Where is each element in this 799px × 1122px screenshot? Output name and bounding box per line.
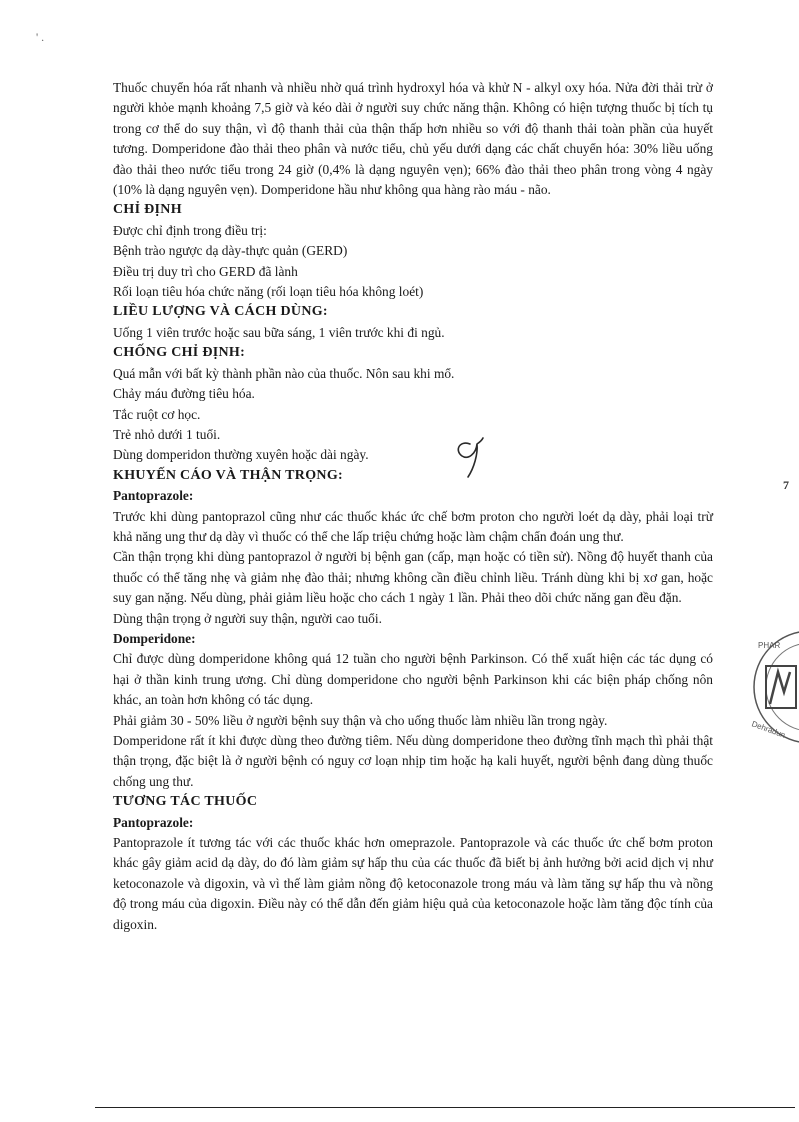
indications-intro: Được chỉ định trong điều trị: [113,222,267,238]
warnings-pantoprazole-paragraph: Cần thận trọng khi dùng pantoprazol ở người bị bệnh gan (cấp, mạn hoặc có tiền sử). Nồng độ huyết thanh của thuốc có thể tăng nhẹ và giảm nhẹ đào thải; nhưng không cần điều chỉnh liều. Tránh dùng khi bị xơ gan, hoặc suy gan nặng. Nếu dùng, phải giảm liều hoặc cho cách 1 ngày 1 lần. Phải theo dõi chức năng gan đều đặn. [113,549,713,606]
indications-heading: CHỈ ĐỊNH [113,202,182,218]
stamp-bottom-text: Dehradun [750,719,787,740]
footer-rule [95,1107,795,1108]
dosage-text: Uống 1 viên trước hoặc sau bữa sáng, 1 viên trước khi đi ngủ. [113,324,445,340]
warnings-domperidone-paragraph: Domperidone rất ít khi được dùng theo đường tiêm. Nếu dùng domperidone theo đường tĩnh mạch thì phải thật thận trọng, đặc biệt là ở người bệnh có nguy cơ loạn nhịp tim hoặc hạ kali huyết, người bệnh đang dùng thuốc chống ung thư. [113,733,713,789]
contraindication-item: Trẻ nhỏ dưới 1 tuổi. [113,426,221,442]
interactions-paragraph: Pantoprazole ít tương tác với các thuốc khác hơn omeprazole. Pantoprazole và các thuốc ức chế bơm proton khác gây giảm acid dạ dày, do đó làm giảm sự hấp thu của các thuốc đã biết bị ảnh hưởng bởi acid dịch vị như ketoconazole và digoxin, và vì thế làm giảm nồng độ ketoconazole trong máu và làm tăng sự hấp thu và nồng độ trong máu của digoxin. Điều này có thể dẫn đến giảm hiệu quả của ketoconazole hoặc làm tăng độc tính của digoxin. [113,835,713,932]
interactions-pantoprazole-subheading: Pantoprazole: [113,814,194,830]
contraindication-item: Quá mẫn với bất kỳ thành phần nào của thuốc. Nôn sau khi mổ. [113,365,455,381]
interactions-heading: TƯƠNG TÁC THUỐC [113,794,258,810]
contraindications-heading: CHỐNG CHỈ ĐỊNH: [113,345,246,361]
pharmacokinetics-paragraph: Thuốc chuyển hóa rất nhanh và nhiều nhờ quá trình hydroxyl hóa và khử N - alkyl oxy hóa. Nửa đời thải trừ ở người khỏe mạnh khoảng 7,5 giờ và kéo dài ở người suy chức năng thận. Không có hiện tượng thuốc bị tích tụ trong cơ thể do suy thận, vì độ thanh thải của thận thấp hơn nhiều so với độ thanh thải toàn phần của huyết tương. Domperidone đào thải theo phân và nước tiểu, chủ yếu dưới dạng các chất chuyển hóa: 30% liều uống đào thải theo nước tiểu trong 24 giờ (0,4% là dạng nguyên vẹn); 66% đào thải theo phân trong vòng 4 ngày (10% là dạng nguyên vẹn). Domperidone hầu như không qua hàng rào máu - não. [113,80,713,198]
warnings-heading: KHUYẾN CÁO VÀ THẬN TRỌNG: [113,467,343,483]
company-stamp [748,628,799,746]
indication-item: Điều trị duy trì cho GERD đã lành [113,263,298,279]
indication-item: Bệnh trào ngược dạ dày-thực quản (GERD) [113,243,348,259]
warnings-pantoprazole-subheading: Pantoprazole: [113,488,194,504]
contraindication-item: Tắc ruột cơ học. [113,406,201,422]
stamp-top-text: PHAR [758,641,781,650]
indication-item: Rối loạn tiêu hóa chức năng (rối loạn tiêu hóa không loét) [113,284,424,300]
margin-mark-top-left: ' . [36,30,45,44]
contraindication-item: Chảy máu đường tiêu hóa. [113,386,255,402]
warnings-domperidone-paragraph: Phải giảm 30 - 50% liều ở người bệnh suy thận và cho uống thuốc làm nhiều lần trong ngày. [113,712,608,728]
contraindication-item: Dùng domperidon thường xuyên hoặc dài ngày. [113,447,369,463]
document-page [113,78,713,935]
dosage-heading: LIỀU LƯỢNG VÀ CÁCH DÙNG: [113,304,328,320]
warnings-domperidone-subheading: Domperidone: [113,630,196,646]
warnings-domperidone-paragraph: Chỉ được dùng domperidone không quá 12 tuần cho người bệnh Parkinson. Có thể xuất hiện các tác dụng có hại ở thần kinh trung ương. Chỉ dùng domperidone cho người bệnh Parkinson khi các biện pháp chống nôn khác, an toàn hơn không có tác dụng. [113,651,713,708]
warnings-pantoprazole-paragraph: Trước khi dùng pantoprazol cũng như các thuốc khác ức chế bơm proton cho người loét dạ dày, phải loại trừ khả năng ung thư dạ dày vì thuốc có thể che lấp triệu chứng hoặc làm chậm chẩn đoán ung thư. [113,508,713,544]
margin-mark-right: 7 [783,478,789,492]
warnings-pantoprazole-paragraph: Dùng thận trọng ở người suy thận, người cao tuổi. [113,610,382,626]
handwritten-signature [448,430,498,480]
